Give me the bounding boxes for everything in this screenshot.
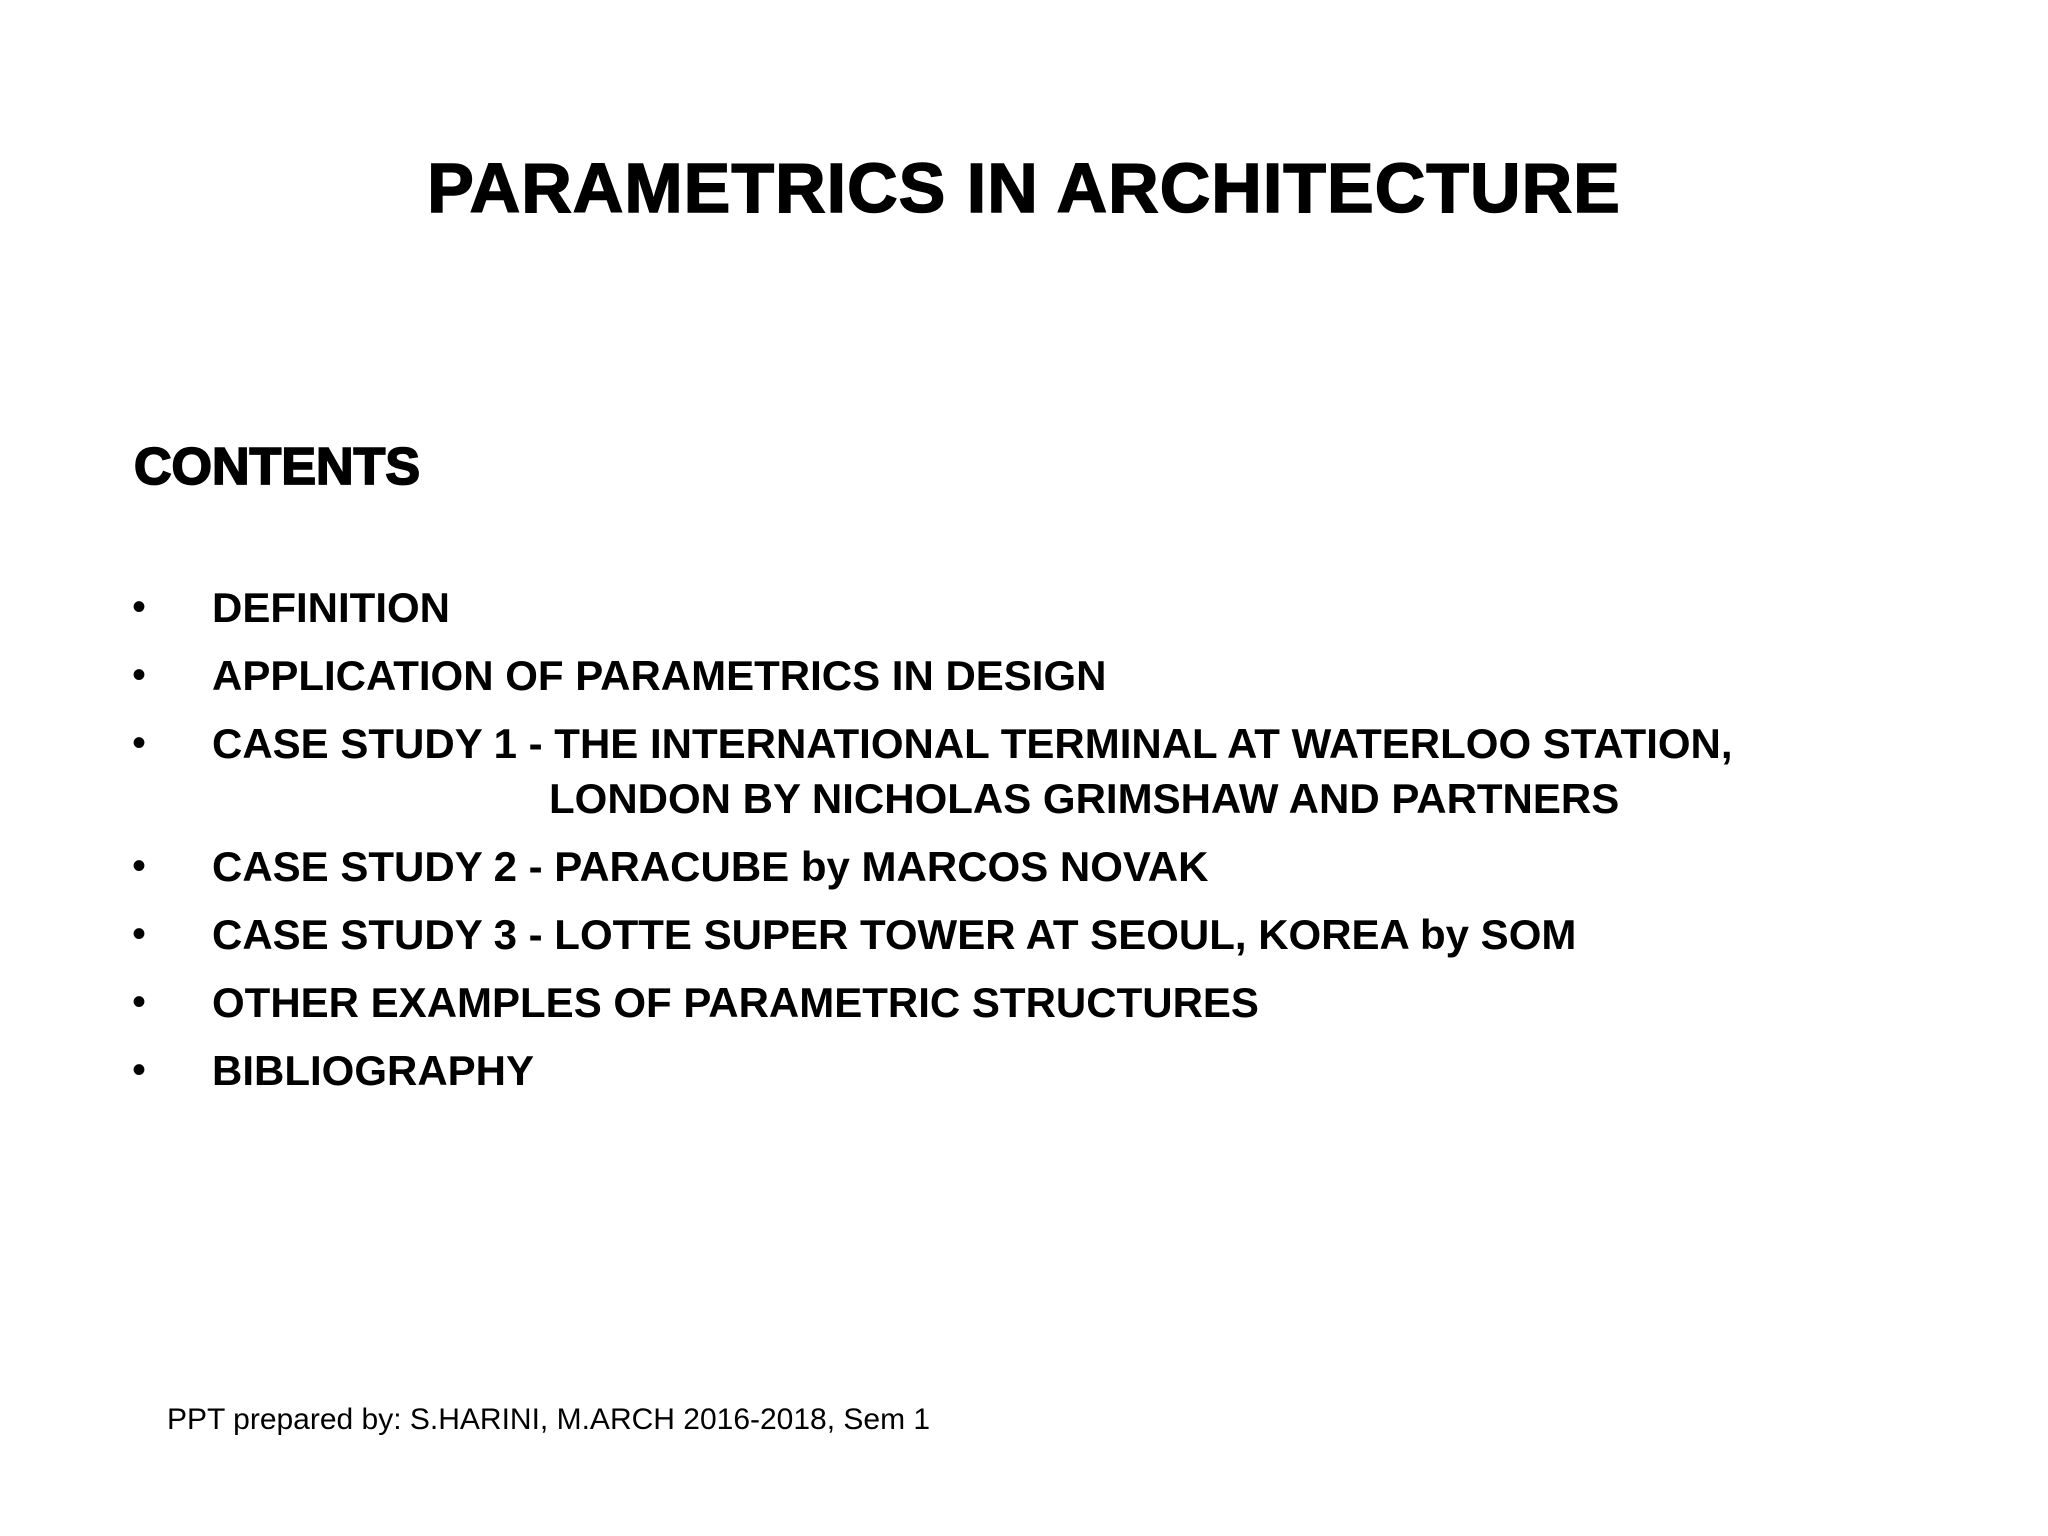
list-item-text: CASE STUDY 2 - PARACUBE by MARCOS NOVAK: [212, 843, 1209, 890]
list-item: [128, 580, 1928, 635]
list-item-text: DEFINITION: [212, 584, 450, 631]
bullet-icon: •: [132, 721, 147, 765]
list-item: [128, 1043, 1928, 1098]
list-item: [128, 716, 1928, 826]
footer-credit: PPT prepared by: S.HARINI, M.ARCH 2016-2018, Sem 1: [167, 1403, 931, 1436]
bullet-icon: •: [132, 980, 147, 1024]
list-item: [128, 975, 1928, 1030]
bullet-icon: •: [132, 1048, 147, 1092]
list-item: [128, 839, 1928, 894]
bullet-icon: •: [132, 844, 147, 888]
list-item-continuation: LONDON BY NICHOLAS GRIMSHAW AND PARTNERS: [549, 775, 1620, 822]
contents-heading: CONTENTS: [134, 438, 420, 496]
list-item-text: CASE STUDY 1 - THE INTERNATIONAL TERMINAL AT WATERLOO STATION,: [212, 720, 1733, 767]
bullet-icon: •: [132, 653, 147, 697]
list-item-text: APPLICATION OF PARAMETRICS IN DESIGN: [212, 652, 1107, 699]
contents-list: [128, 580, 1928, 1111]
list-item: [128, 648, 1928, 703]
list-item: [128, 907, 1928, 962]
slide-title: PARAMETRICS IN ARCHITECTURE: [427, 149, 1621, 227]
list-item-text: OTHER EXAMPLES OF PARAMETRIC STRUCTURES: [212, 979, 1259, 1026]
list-item-text: CASE STUDY 3 - LOTTE SUPER TOWER AT SEOUL, KOREA by SOM: [212, 911, 1577, 958]
list-item-text: BIBLIOGRAPHY: [212, 1047, 535, 1094]
bullet-icon: •: [132, 912, 147, 956]
bullet-icon: •: [132, 585, 147, 629]
